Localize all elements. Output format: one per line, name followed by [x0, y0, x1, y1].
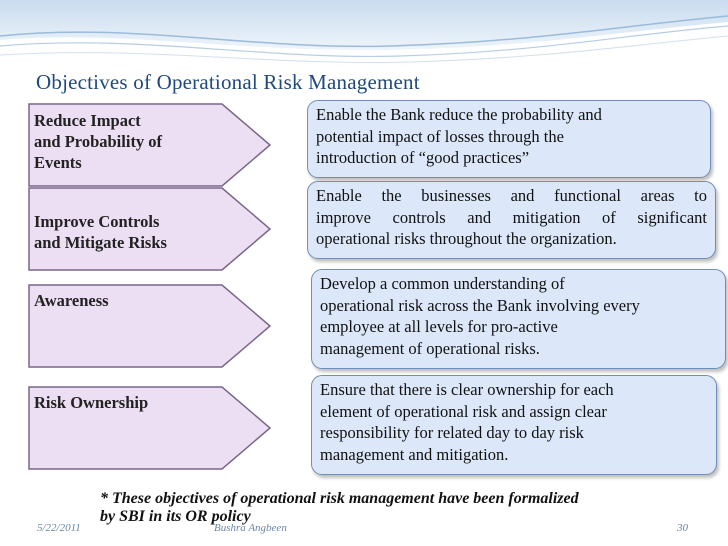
- objective-arrow-awareness: [28, 284, 272, 368]
- footnote-line: by SBI in its OR policy: [100, 508, 251, 525]
- objective-label-line: Awareness: [34, 291, 109, 310]
- footer-date: 5/22/2011: [37, 522, 81, 534]
- footer-author: Bushra Angbeen: [214, 522, 287, 534]
- description-line: Enable the businesses and functional areas to: [316, 186, 707, 205]
- objective-label-line: Events: [34, 153, 82, 172]
- objective-label: [34, 290, 109, 311]
- description-line: operational risks throughout the organization.: [316, 229, 617, 248]
- description-line: employee at all levels for pro-active: [320, 317, 558, 336]
- objective-label: [34, 392, 148, 413]
- description-line: introduction of “good practices”: [316, 148, 530, 167]
- description-line: Enable the Bank reduce the probability and: [316, 105, 602, 124]
- slide-number: 30: [677, 522, 688, 534]
- objective-description-reduce-impact: [307, 100, 711, 178]
- objective-description-improve-controls: [307, 181, 716, 259]
- objective-label-line: and Mitigate Risks: [34, 233, 167, 252]
- description-line: Ensure that there is clear ownership for each: [320, 380, 614, 399]
- objective-arrow-improve-controls: [28, 187, 272, 271]
- objective-label-line: Reduce Impact: [34, 111, 141, 130]
- footnote-line: * These objectives of operational risk management have been formalized: [100, 490, 579, 507]
- objective-label-line: Risk Ownership: [34, 393, 149, 412]
- description-line: potential impact of losses through the: [316, 126, 564, 146]
- description-line: element of operational risk and assign clear: [320, 401, 607, 421]
- description-line: management of operational risks.: [320, 338, 540, 358]
- objective-label: [34, 211, 167, 253]
- slide-title: Objectives of Operational Risk Management: [36, 70, 420, 94]
- objective-description-awareness: [311, 269, 726, 369]
- objective-description-risk-ownership: [311, 375, 717, 475]
- header-wave-decoration: [0, 0, 728, 70]
- description-line: Develop a common understanding of: [320, 274, 565, 293]
- footnote: [100, 490, 710, 526]
- description-line: operational risk across the Bank involving every: [320, 295, 640, 315]
- objective-label-line: and Probability of: [34, 132, 163, 151]
- description-line: improve controls and mitigation of significant: [316, 207, 707, 227]
- objective-label: [34, 110, 162, 173]
- description-line: management and mitigation.: [320, 444, 509, 464]
- objective-label-line: Improve Controls: [34, 212, 160, 231]
- objective-arrow-risk-ownership: [28, 386, 272, 470]
- description-line: responsibility for related day to day risk: [320, 423, 584, 442]
- objective-arrow-reduce-impact: [28, 103, 272, 187]
